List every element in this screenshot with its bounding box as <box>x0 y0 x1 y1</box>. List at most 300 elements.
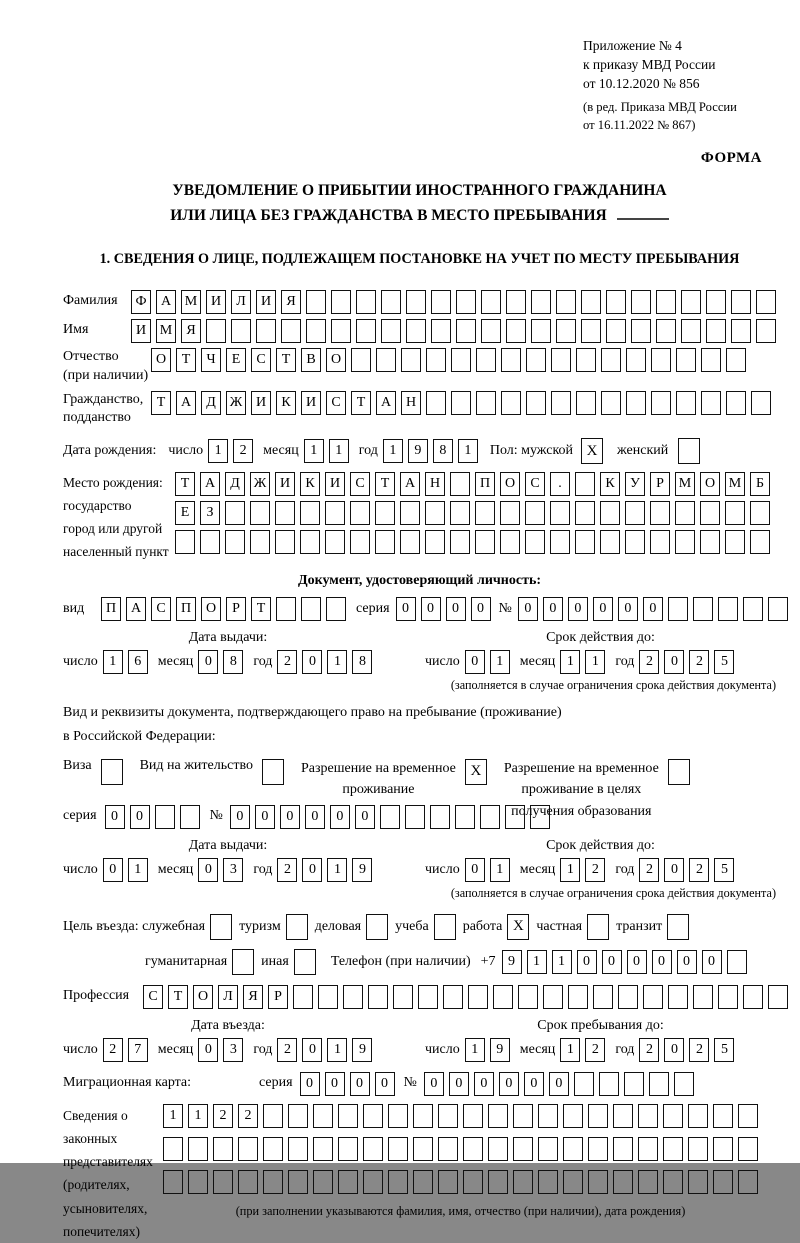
patronymic-cell[interactable]: С <box>251 348 271 372</box>
birthplace-cell[interactable] <box>400 501 420 525</box>
profession-cell[interactable]: Л <box>218 985 238 1009</box>
given-name-cell[interactable] <box>331 319 351 343</box>
residence-number-cell[interactable]: 0 <box>330 805 350 829</box>
sex-female-checkbox[interactable] <box>678 438 700 464</box>
residence-valid-year-cell[interactable]: 2 <box>689 858 709 882</box>
legal-reps-cell[interactable] <box>613 1137 633 1161</box>
migration-series-cell[interactable]: 0 <box>375 1072 395 1096</box>
legal-reps-cell[interactable] <box>738 1137 758 1161</box>
residence-valid-year-cell[interactable]: 0 <box>664 858 684 882</box>
birthplace-cell[interactable] <box>625 530 645 554</box>
citizenship-cell[interactable]: С <box>326 391 346 415</box>
residence-issue-year-cell[interactable]: 0 <box>302 858 322 882</box>
citizenship-cell[interactable] <box>501 391 521 415</box>
legal-reps-cell[interactable] <box>288 1104 308 1128</box>
legal-reps-cell[interactable] <box>363 1137 383 1161</box>
given-name-cell[interactable] <box>206 319 226 343</box>
migration-number-cell[interactable] <box>574 1072 594 1096</box>
residence-number-cell[interactable]: 0 <box>255 805 275 829</box>
legal-reps-cell[interactable] <box>488 1137 508 1161</box>
purpose-work-checkbox[interactable]: X <box>507 914 529 940</box>
surname-cell[interactable] <box>306 290 326 314</box>
birthplace-cell[interactable] <box>575 530 595 554</box>
doc-number-cell[interactable]: 0 <box>618 597 638 621</box>
legal-reps-cell[interactable] <box>388 1137 408 1161</box>
patronymic-cell[interactable] <box>526 348 546 372</box>
birthplace-cell[interactable] <box>650 501 670 525</box>
profession-cell[interactable] <box>568 985 588 1009</box>
residence-number-cell[interactable] <box>455 805 475 829</box>
migration-number-cell[interactable]: 0 <box>474 1072 494 1096</box>
migration-number-cell[interactable]: 0 <box>499 1072 519 1096</box>
legal-reps-cell[interactable] <box>263 1137 283 1161</box>
birthplace-cell[interactable]: А <box>400 472 420 496</box>
birth-year-cell[interactable]: 1 <box>458 439 478 463</box>
citizenship-cell[interactable] <box>551 391 571 415</box>
surname-cell[interactable] <box>406 290 426 314</box>
given-name-cell[interactable] <box>381 319 401 343</box>
residence-issue-year-cell[interactable]: 9 <box>352 858 372 882</box>
doc-type-cell[interactable]: П <box>176 597 196 621</box>
migration-series-cell[interactable]: 0 <box>300 1072 320 1096</box>
given-name-cell[interactable]: И <box>131 319 151 343</box>
birthplace-cell[interactable] <box>675 530 695 554</box>
residence-series-cell[interactable] <box>180 805 200 829</box>
legal-reps-cell[interactable] <box>713 1170 733 1194</box>
legal-reps-cell[interactable] <box>363 1104 383 1128</box>
residence-number-cell[interactable] <box>505 805 525 829</box>
profession-cell[interactable] <box>768 985 788 1009</box>
legal-reps-cell[interactable] <box>238 1170 258 1194</box>
legal-reps-cell[interactable] <box>738 1104 758 1128</box>
birthplace-cell[interactable] <box>300 530 320 554</box>
valid-month-cell[interactable]: 1 <box>560 650 580 674</box>
birthplace-cell[interactable] <box>425 501 445 525</box>
issue-day-cell[interactable]: 6 <box>128 650 148 674</box>
migration-number-cell[interactable]: 0 <box>524 1072 544 1096</box>
legal-reps-cell[interactable] <box>538 1170 558 1194</box>
doc-type-cell[interactable]: С <box>151 597 171 621</box>
legal-reps-cell[interactable] <box>563 1104 583 1128</box>
legal-reps-cell[interactable] <box>488 1170 508 1194</box>
residence-number-cell[interactable] <box>430 805 450 829</box>
surname-cell[interactable]: И <box>206 290 226 314</box>
residence-valid-day-cell[interactable]: 0 <box>465 858 485 882</box>
birthplace-cell[interactable]: А <box>200 472 220 496</box>
legal-reps-cell[interactable] <box>613 1104 633 1128</box>
issue-month-cell[interactable]: 0 <box>198 650 218 674</box>
birthplace-cell[interactable] <box>450 472 470 496</box>
surname-cell[interactable] <box>531 290 551 314</box>
surname-cell[interactable]: М <box>181 290 201 314</box>
residence-valid-year-cell[interactable]: 5 <box>714 858 734 882</box>
birthplace-cell[interactable]: И <box>325 472 345 496</box>
legal-reps-cell[interactable] <box>288 1137 308 1161</box>
profession-cell[interactable] <box>368 985 388 1009</box>
residence-valid-month-cell[interactable]: 1 <box>560 858 580 882</box>
birthplace-cell[interactable] <box>400 530 420 554</box>
migration-series-cell[interactable]: 0 <box>325 1072 345 1096</box>
doc-type-cell[interactable]: П <box>101 597 121 621</box>
patronymic-cell[interactable] <box>401 348 421 372</box>
legal-reps-cell[interactable] <box>638 1104 658 1128</box>
citizenship-cell[interactable] <box>726 391 746 415</box>
birthplace-cell[interactable] <box>425 530 445 554</box>
surname-cell[interactable] <box>481 290 501 314</box>
profession-cell[interactable] <box>543 985 563 1009</box>
issue-year-cell[interactable]: 8 <box>352 650 372 674</box>
doc-number-cell[interactable]: 0 <box>593 597 613 621</box>
legal-reps-cell[interactable] <box>413 1104 433 1128</box>
legal-reps-cell[interactable] <box>463 1170 483 1194</box>
legal-reps-cell[interactable] <box>438 1137 458 1161</box>
birthplace-cell[interactable] <box>575 472 595 496</box>
given-name-cell[interactable] <box>256 319 276 343</box>
migration-number-cell[interactable] <box>649 1072 669 1096</box>
legal-reps-cell[interactable] <box>688 1170 708 1194</box>
legal-reps-cell[interactable] <box>513 1170 533 1194</box>
birthplace-cell[interactable] <box>700 530 720 554</box>
birthplace-cell[interactable] <box>175 530 195 554</box>
citizenship-cell[interactable] <box>601 391 621 415</box>
doc-type-cell[interactable]: Р <box>226 597 246 621</box>
citizenship-cell[interactable]: К <box>276 391 296 415</box>
legal-reps-cell[interactable] <box>313 1104 333 1128</box>
residence-permit-checkbox[interactable] <box>262 759 284 785</box>
patronymic-cell[interactable] <box>351 348 371 372</box>
doc-type-cell[interactable]: Т <box>251 597 271 621</box>
purpose-business-checkbox[interactable] <box>210 914 232 940</box>
profession-cell[interactable] <box>618 985 638 1009</box>
citizenship-cell[interactable] <box>526 391 546 415</box>
surname-cell[interactable] <box>356 290 376 314</box>
birthplace-cell[interactable]: О <box>500 472 520 496</box>
legal-reps-cell[interactable]: 2 <box>238 1104 258 1128</box>
legal-reps-cell[interactable] <box>688 1137 708 1161</box>
patronymic-cell[interactable] <box>501 348 521 372</box>
birthplace-cell[interactable] <box>550 530 570 554</box>
profession-cell[interactable]: Р <box>268 985 288 1009</box>
doc-number-cell[interactable]: 0 <box>568 597 588 621</box>
given-name-cell[interactable]: М <box>156 319 176 343</box>
surname-cell[interactable] <box>631 290 651 314</box>
birthplace-cell[interactable] <box>275 501 295 525</box>
birthplace-cell[interactable]: У <box>625 472 645 496</box>
given-name-cell[interactable] <box>631 319 651 343</box>
birth-month-cell[interactable]: 1 <box>304 439 324 463</box>
legal-reps-cell[interactable] <box>563 1170 583 1194</box>
birthplace-cell[interactable] <box>750 501 770 525</box>
doc-number-cell[interactable] <box>743 597 763 621</box>
residence-valid-year-cell[interactable]: 2 <box>639 858 659 882</box>
legal-reps-cell[interactable] <box>713 1137 733 1161</box>
birthplace-cell[interactable]: З <box>200 501 220 525</box>
patronymic-cell[interactable] <box>576 348 596 372</box>
residence-number-cell[interactable] <box>530 805 550 829</box>
residence-valid-day-cell[interactable]: 1 <box>490 858 510 882</box>
citizenship-cell[interactable] <box>451 391 471 415</box>
citizenship-cell[interactable]: Ж <box>226 391 246 415</box>
legal-reps-cell[interactable] <box>413 1137 433 1161</box>
phone-cell[interactable]: 1 <box>527 950 547 974</box>
birthplace-cell[interactable] <box>450 501 470 525</box>
given-name-cell[interactable] <box>356 319 376 343</box>
legal-reps-cell[interactable] <box>238 1137 258 1161</box>
patronymic-cell[interactable]: Е <box>226 348 246 372</box>
given-name-cell[interactable] <box>706 319 726 343</box>
legal-reps-cell[interactable] <box>538 1137 558 1161</box>
legal-reps-cell[interactable] <box>588 1137 608 1161</box>
migration-series-cell[interactable]: 0 <box>350 1072 370 1096</box>
legal-reps-cell[interactable] <box>613 1170 633 1194</box>
legal-reps-cell[interactable] <box>338 1104 358 1128</box>
purpose-private-checkbox[interactable] <box>587 914 609 940</box>
legal-reps-cell[interactable] <box>188 1170 208 1194</box>
doc-type-cell[interactable]: О <box>201 597 221 621</box>
given-name-cell[interactable] <box>656 319 676 343</box>
patronymic-cell[interactable] <box>601 348 621 372</box>
surname-cell[interactable] <box>581 290 601 314</box>
residence-number-cell[interactable]: 0 <box>355 805 375 829</box>
legal-reps-cell[interactable] <box>163 1137 183 1161</box>
migration-number-cell[interactable]: 0 <box>424 1072 444 1096</box>
profession-cell[interactable] <box>318 985 338 1009</box>
doc-type-cell[interactable] <box>326 597 346 621</box>
phone-cell[interactable]: 1 <box>552 950 572 974</box>
doc-type-cell[interactable]: А <box>126 597 146 621</box>
birthplace-cell[interactable] <box>725 530 745 554</box>
birthplace-cell[interactable] <box>250 530 270 554</box>
doc-number-cell[interactable] <box>768 597 788 621</box>
patronymic-cell[interactable] <box>676 348 696 372</box>
given-name-cell[interactable] <box>306 319 326 343</box>
birth-month-cell[interactable]: 1 <box>329 439 349 463</box>
residence-issue-year-cell[interactable]: 1 <box>327 858 347 882</box>
profession-cell[interactable] <box>593 985 613 1009</box>
purpose-commercial-checkbox[interactable] <box>366 914 388 940</box>
profession-cell[interactable] <box>418 985 438 1009</box>
birthplace-cell[interactable] <box>550 501 570 525</box>
given-name-cell[interactable] <box>406 319 426 343</box>
valid-year-cell[interactable]: 5 <box>714 650 734 674</box>
birthplace-cell[interactable]: . <box>550 472 570 496</box>
legal-reps-cell[interactable] <box>663 1170 683 1194</box>
purpose-transit-checkbox[interactable] <box>667 914 689 940</box>
surname-cell[interactable]: Ф <box>131 290 151 314</box>
profession-cell[interactable] <box>668 985 688 1009</box>
legal-reps-cell[interactable] <box>588 1104 608 1128</box>
citizenship-cell[interactable] <box>426 391 446 415</box>
residence-issue-day-cell[interactable]: 1 <box>128 858 148 882</box>
patronymic-cell[interactable]: Ч <box>201 348 221 372</box>
valid-month-cell[interactable]: 1 <box>585 650 605 674</box>
given-name-cell[interactable] <box>506 319 526 343</box>
legal-reps-cell[interactable] <box>363 1170 383 1194</box>
temp-permit-edu-checkbox[interactable] <box>668 759 690 785</box>
residence-series-cell[interactable]: 0 <box>105 805 125 829</box>
phone-cell[interactable] <box>727 950 747 974</box>
birthplace-cell[interactable] <box>600 501 620 525</box>
entry-year-cell[interactable]: 9 <box>352 1038 372 1062</box>
entry-year-cell[interactable]: 0 <box>302 1038 322 1062</box>
citizenship-cell[interactable] <box>751 391 771 415</box>
profession-cell[interactable] <box>293 985 313 1009</box>
birthplace-cell[interactable] <box>625 501 645 525</box>
legal-reps-cell[interactable]: 2 <box>213 1104 233 1128</box>
surname-cell[interactable]: А <box>156 290 176 314</box>
legal-reps-cell[interactable] <box>213 1137 233 1161</box>
profession-cell[interactable] <box>693 985 713 1009</box>
citizenship-cell[interactable]: И <box>251 391 271 415</box>
surname-cell[interactable] <box>656 290 676 314</box>
doc-number-cell[interactable]: 0 <box>643 597 663 621</box>
doc-type-cell[interactable] <box>276 597 296 621</box>
patronymic-cell[interactable] <box>701 348 721 372</box>
legal-reps-cell[interactable] <box>288 1170 308 1194</box>
surname-cell[interactable]: Я <box>281 290 301 314</box>
patronymic-cell[interactable]: Т <box>176 348 196 372</box>
birthplace-cell[interactable] <box>475 501 495 525</box>
birthplace-cell[interactable]: К <box>600 472 620 496</box>
birthplace-cell[interactable]: Н <box>425 472 445 496</box>
migration-number-cell[interactable] <box>599 1072 619 1096</box>
citizenship-cell[interactable] <box>576 391 596 415</box>
stay-day-cell[interactable]: 1 <box>465 1038 485 1062</box>
issue-year-cell[interactable]: 2 <box>277 650 297 674</box>
given-name-cell[interactable] <box>581 319 601 343</box>
profession-cell[interactable] <box>718 985 738 1009</box>
surname-cell[interactable] <box>381 290 401 314</box>
legal-reps-cell[interactable] <box>438 1104 458 1128</box>
citizenship-cell[interactable]: Н <box>401 391 421 415</box>
residence-issue-year-cell[interactable]: 2 <box>277 858 297 882</box>
given-name-cell[interactable] <box>606 319 626 343</box>
given-name-cell[interactable] <box>481 319 501 343</box>
visa-checkbox[interactable] <box>101 759 123 785</box>
residence-number-cell[interactable] <box>480 805 500 829</box>
doc-number-cell[interactable] <box>693 597 713 621</box>
citizenship-cell[interactable] <box>476 391 496 415</box>
citizenship-cell[interactable] <box>651 391 671 415</box>
patronymic-cell[interactable] <box>476 348 496 372</box>
birthplace-cell[interactable]: Б <box>750 472 770 496</box>
surname-cell[interactable] <box>731 290 751 314</box>
birthplace-cell[interactable] <box>600 530 620 554</box>
legal-reps-cell[interactable] <box>213 1170 233 1194</box>
surname-cell[interactable] <box>606 290 626 314</box>
profession-cell[interactable]: С <box>143 985 163 1009</box>
given-name-cell[interactable] <box>681 319 701 343</box>
given-name-cell[interactable] <box>556 319 576 343</box>
migration-number-cell[interactable]: 0 <box>449 1072 469 1096</box>
legal-reps-cell[interactable] <box>188 1137 208 1161</box>
surname-cell[interactable] <box>456 290 476 314</box>
birthplace-cell[interactable]: Д <box>225 472 245 496</box>
birthplace-cell[interactable] <box>300 501 320 525</box>
legal-reps-cell[interactable] <box>513 1104 533 1128</box>
residence-valid-month-cell[interactable]: 2 <box>585 858 605 882</box>
residence-series-cell[interactable] <box>155 805 175 829</box>
birthplace-cell[interactable] <box>250 501 270 525</box>
birth-year-cell[interactable]: 9 <box>408 439 428 463</box>
birthplace-cell[interactable] <box>325 530 345 554</box>
legal-reps-cell[interactable] <box>688 1104 708 1128</box>
profession-cell[interactable] <box>393 985 413 1009</box>
profession-cell[interactable]: Я <box>243 985 263 1009</box>
birthplace-cell[interactable]: Е <box>175 501 195 525</box>
birthplace-cell[interactable] <box>375 501 395 525</box>
birthplace-cell[interactable] <box>700 501 720 525</box>
legal-reps-cell[interactable] <box>463 1104 483 1128</box>
citizenship-cell[interactable]: И <box>301 391 321 415</box>
patronymic-cell[interactable] <box>651 348 671 372</box>
citizenship-cell[interactable]: Т <box>351 391 371 415</box>
birthplace-cell[interactable]: И <box>275 472 295 496</box>
residence-number-cell[interactable]: 0 <box>280 805 300 829</box>
profession-cell[interactable]: Т <box>168 985 188 1009</box>
legal-reps-cell[interactable] <box>738 1170 758 1194</box>
given-name-cell[interactable] <box>431 319 451 343</box>
migration-number-cell[interactable]: 0 <box>549 1072 569 1096</box>
issue-day-cell[interactable]: 1 <box>103 650 123 674</box>
given-name-cell[interactable] <box>531 319 551 343</box>
issue-month-cell[interactable]: 8 <box>223 650 243 674</box>
doc-series-cell[interactable]: 0 <box>471 597 491 621</box>
profession-cell[interactable] <box>468 985 488 1009</box>
legal-reps-cell[interactable]: 1 <box>163 1104 183 1128</box>
legal-reps-cell[interactable] <box>663 1104 683 1128</box>
stay-month-cell[interactable]: 1 <box>560 1038 580 1062</box>
birthplace-cell[interactable]: Т <box>375 472 395 496</box>
patronymic-cell[interactable] <box>426 348 446 372</box>
phone-cell[interactable]: 0 <box>702 950 722 974</box>
citizenship-cell[interactable] <box>676 391 696 415</box>
birthplace-cell[interactable]: С <box>350 472 370 496</box>
residence-issue-month-cell[interactable]: 0 <box>198 858 218 882</box>
patronymic-cell[interactable]: В <box>301 348 321 372</box>
birthplace-cell[interactable] <box>225 530 245 554</box>
residence-number-cell[interactable] <box>405 805 425 829</box>
patronymic-cell[interactable] <box>376 348 396 372</box>
doc-number-cell[interactable]: 0 <box>543 597 563 621</box>
birthplace-cell[interactable] <box>475 530 495 554</box>
legal-reps-cell[interactable] <box>163 1170 183 1194</box>
surname-cell[interactable]: Л <box>231 290 251 314</box>
temp-permit-checkbox[interactable]: X <box>465 759 487 785</box>
patronymic-cell[interactable] <box>451 348 471 372</box>
birthplace-cell[interactable]: М <box>675 472 695 496</box>
legal-reps-cell[interactable] <box>663 1137 683 1161</box>
given-name-cell[interactable]: Я <box>181 319 201 343</box>
phone-cell[interactable]: 0 <box>652 950 672 974</box>
legal-reps-cell[interactable] <box>413 1170 433 1194</box>
doc-series-cell[interactable]: 0 <box>396 597 416 621</box>
profession-cell[interactable] <box>343 985 363 1009</box>
birthplace-cell[interactable]: С <box>525 472 545 496</box>
legal-reps-cell[interactable] <box>313 1137 333 1161</box>
entry-day-cell[interactable]: 7 <box>128 1038 148 1062</box>
patronymic-cell[interactable]: О <box>151 348 171 372</box>
surname-cell[interactable] <box>681 290 701 314</box>
valid-year-cell[interactable]: 0 <box>664 650 684 674</box>
citizenship-cell[interactable]: Д <box>201 391 221 415</box>
doc-number-cell[interactable] <box>718 597 738 621</box>
birthplace-cell[interactable] <box>725 501 745 525</box>
birth-year-cell[interactable]: 1 <box>383 439 403 463</box>
birthplace-cell[interactable] <box>575 501 595 525</box>
birthplace-cell[interactable] <box>450 530 470 554</box>
profession-cell[interactable] <box>743 985 763 1009</box>
